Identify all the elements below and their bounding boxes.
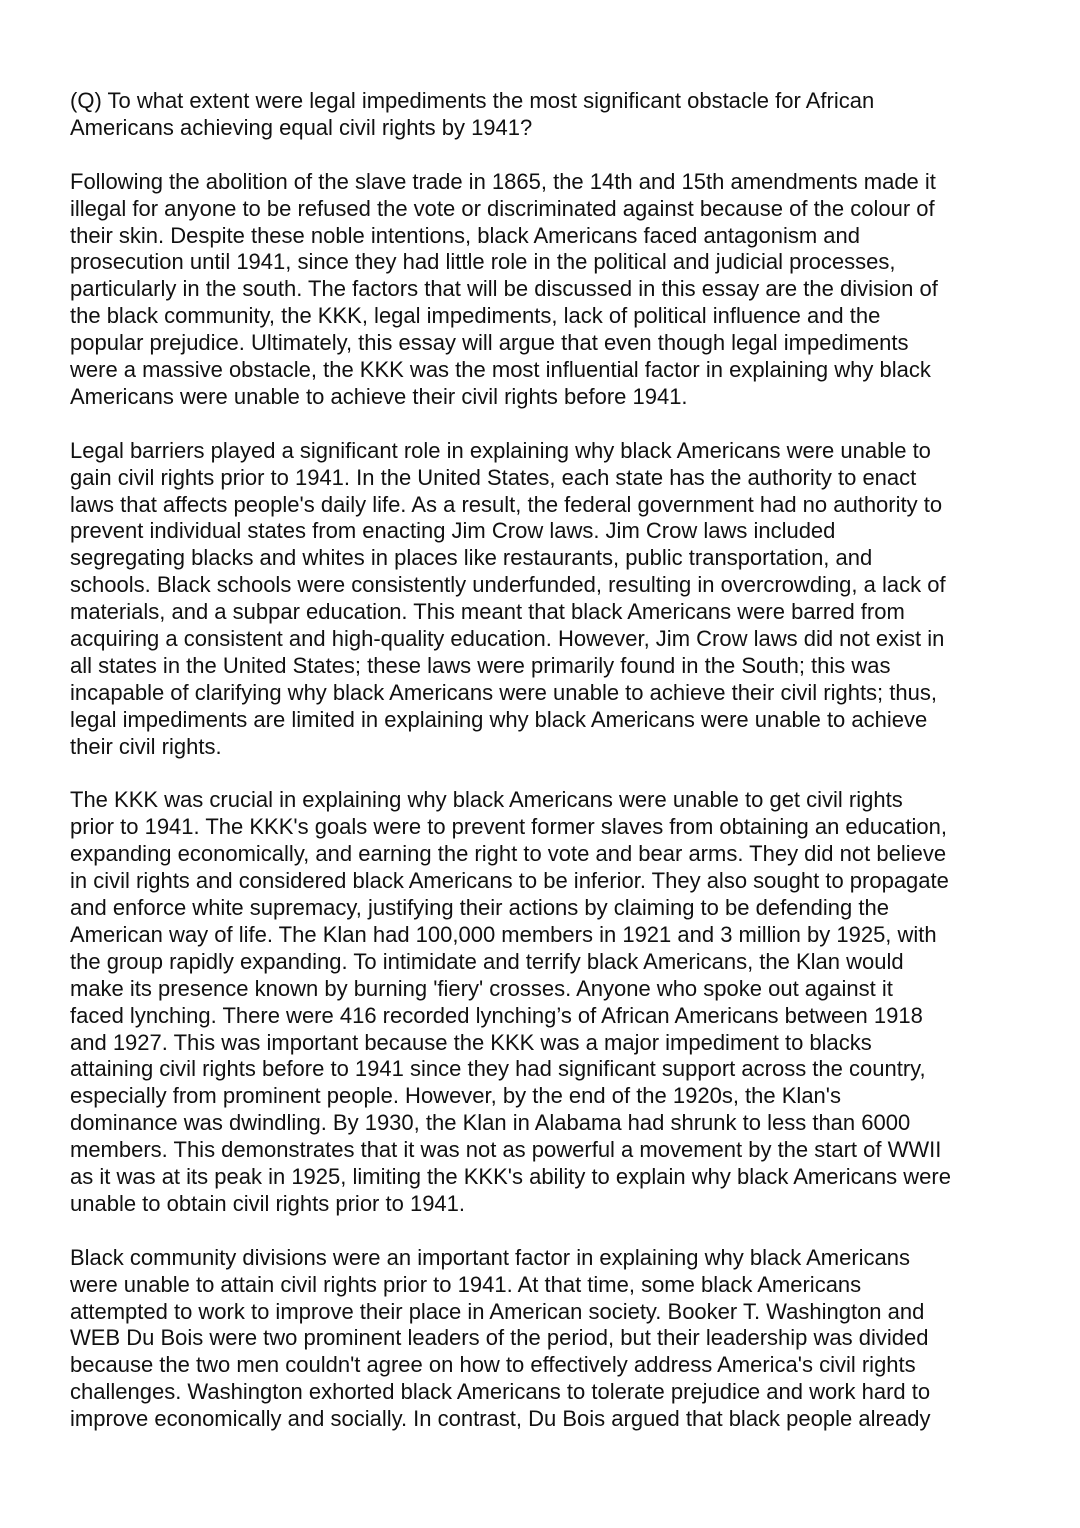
text-line: all states in the United States; these laws were primarily found in the South; this was [70, 652, 891, 678]
text-line: The KKK was crucial in explaining why black Americans were unable to get civil rights [70, 787, 903, 813]
text-line: Black community divisions were an important factor in explaining why black Americans [70, 1244, 911, 1270]
text-line: were a massive obstacle, the KKK was the most influential factor in explaining why black [70, 357, 931, 383]
text-line: because the two men couldn't agree on how to effectively address America's civil rights [70, 1352, 916, 1378]
text-line: laws that affects people's daily life. As a result, the federal government had no authority to [70, 491, 943, 517]
text-line: improve economically and socially. In contrast, Du Bois argued that black people already [70, 1406, 931, 1432]
text-line: prosecution until 1941, since they had little role in the political and judicial processes, [70, 249, 896, 275]
text-line: especially from prominent people. However, by the end of the 1920s, the Klan's [70, 1083, 841, 1109]
text-line: faced lynching. There were 416 recorded lynching’s of African Americans between 1918 [70, 1002, 923, 1028]
text-line: the group rapidly expanding. To intimidate and terrify black Americans, the Klan would [70, 948, 904, 974]
text-line: attaining civil rights before to 1941 since they had significant support across the country, [70, 1056, 926, 1082]
text-line: prevent individual states from enacting Jim Crow laws. Jim Crow laws included [70, 518, 836, 544]
text-line: dominance was dwindling. By 1930, the Klan in Alabama had shrunk to less than 6000 [70, 1110, 911, 1136]
paragraph-community-divisions [70, 1245, 1020, 1433]
text-line: popular prejudice. Ultimately, this essay will argue that even though legal impediments [70, 330, 909, 356]
text-line: the black community, the KKK, legal impediments, lack of political influence and the [70, 303, 881, 329]
text-line: their skin. Despite these noble intentions, black Americans faced antagonism and [70, 222, 861, 248]
text-line: as it was at its peak in 1925, limiting the KKK's ability to explain why black Americans were [70, 1163, 951, 1189]
text-line: illegal for anyone to be refused the vote or discriminated against because of the colour of [70, 195, 935, 221]
text-line: their civil rights. [70, 733, 222, 759]
text-line: expanding economically, and earning the right to vote and bear arms. They did not believe [70, 841, 947, 867]
text-line: American way of life. The Klan had 100,000 members in 1921 and 3 million by 1925, with [70, 921, 937, 947]
essay-page [70, 88, 1020, 1460]
text-line: were unable to attain civil rights prior to 1941. At that time, some black Americans [70, 1271, 862, 1297]
text-line: Legal barriers played a significant role in explaining why black Americans were unable to [70, 437, 931, 463]
essay-question [70, 88, 1020, 142]
text-line: incapable of clarifying why black Americans were unable to achieve their civil rights; thus, [70, 679, 937, 705]
text-line: legal impediments are limited in explaining why black Americans were unable to achieve [70, 706, 928, 732]
text-line: unable to obtain civil rights prior to 1941. [70, 1190, 466, 1216]
text-line: in civil rights and considered black Americans to be inferior. They also sought to propagate [70, 868, 949, 894]
text-line: prior to 1941. The KKK's goals were to prevent former slaves from obtaining an education, [70, 814, 947, 840]
text-line: segregating blacks and whites in places like restaurants, public transportation, and [70, 545, 873, 571]
text-line: Americans were unable to achieve their civil rights before 1941. [70, 383, 688, 409]
text-line: particularly in the south. The factors that will be discussed in this essay are the division of [70, 276, 938, 302]
text-line: gain civil rights prior to 1941. In the United States, each state has the authority to enact [70, 464, 917, 490]
text-line: challenges. Washington exhorted black Americans to tolerate prejudice and work hard to [70, 1379, 931, 1405]
text-line: members. This demonstrates that it was not as powerful a movement by the start of WWII [70, 1137, 942, 1163]
text-line: attempted to work to improve their place in American society. Booker T. Washington and [70, 1298, 925, 1324]
text-line: make its presence known by burning 'fiery' crosses. Anyone who spoke out against it [70, 975, 893, 1001]
text-line: Following the abolition of the slave trade in 1865, the 14th and 15th amendments made it [70, 168, 936, 194]
text-line: and 1927. This was important because the KKK was a major impediment to blacks [70, 1029, 872, 1055]
paragraph-introduction [70, 169, 1020, 411]
text-line: acquiring a consistent and high-quality education. However, Jim Crow laws did not exist in [70, 626, 945, 652]
text-line: materials, and a subpar education. This meant that black Americans were barred from [70, 599, 905, 625]
paragraph-kkk [70, 787, 1020, 1217]
paragraph-legal-barriers [70, 438, 1020, 761]
text-line: schools. Black schools were consistently underfunded, resulting in overcrowding, a lack of [70, 572, 946, 598]
question-line: (Q) To what extent were legal impediments the most significant obstacle for African [70, 88, 875, 113]
question-line: Americans achieving equal civil rights by 1941? [70, 114, 533, 140]
text-line: WEB Du Bois were two prominent leaders of the period, but their leadership was divided [70, 1325, 929, 1351]
text-line: and enforce white supremacy, justifying their actions by claiming to be defending the [70, 895, 889, 921]
